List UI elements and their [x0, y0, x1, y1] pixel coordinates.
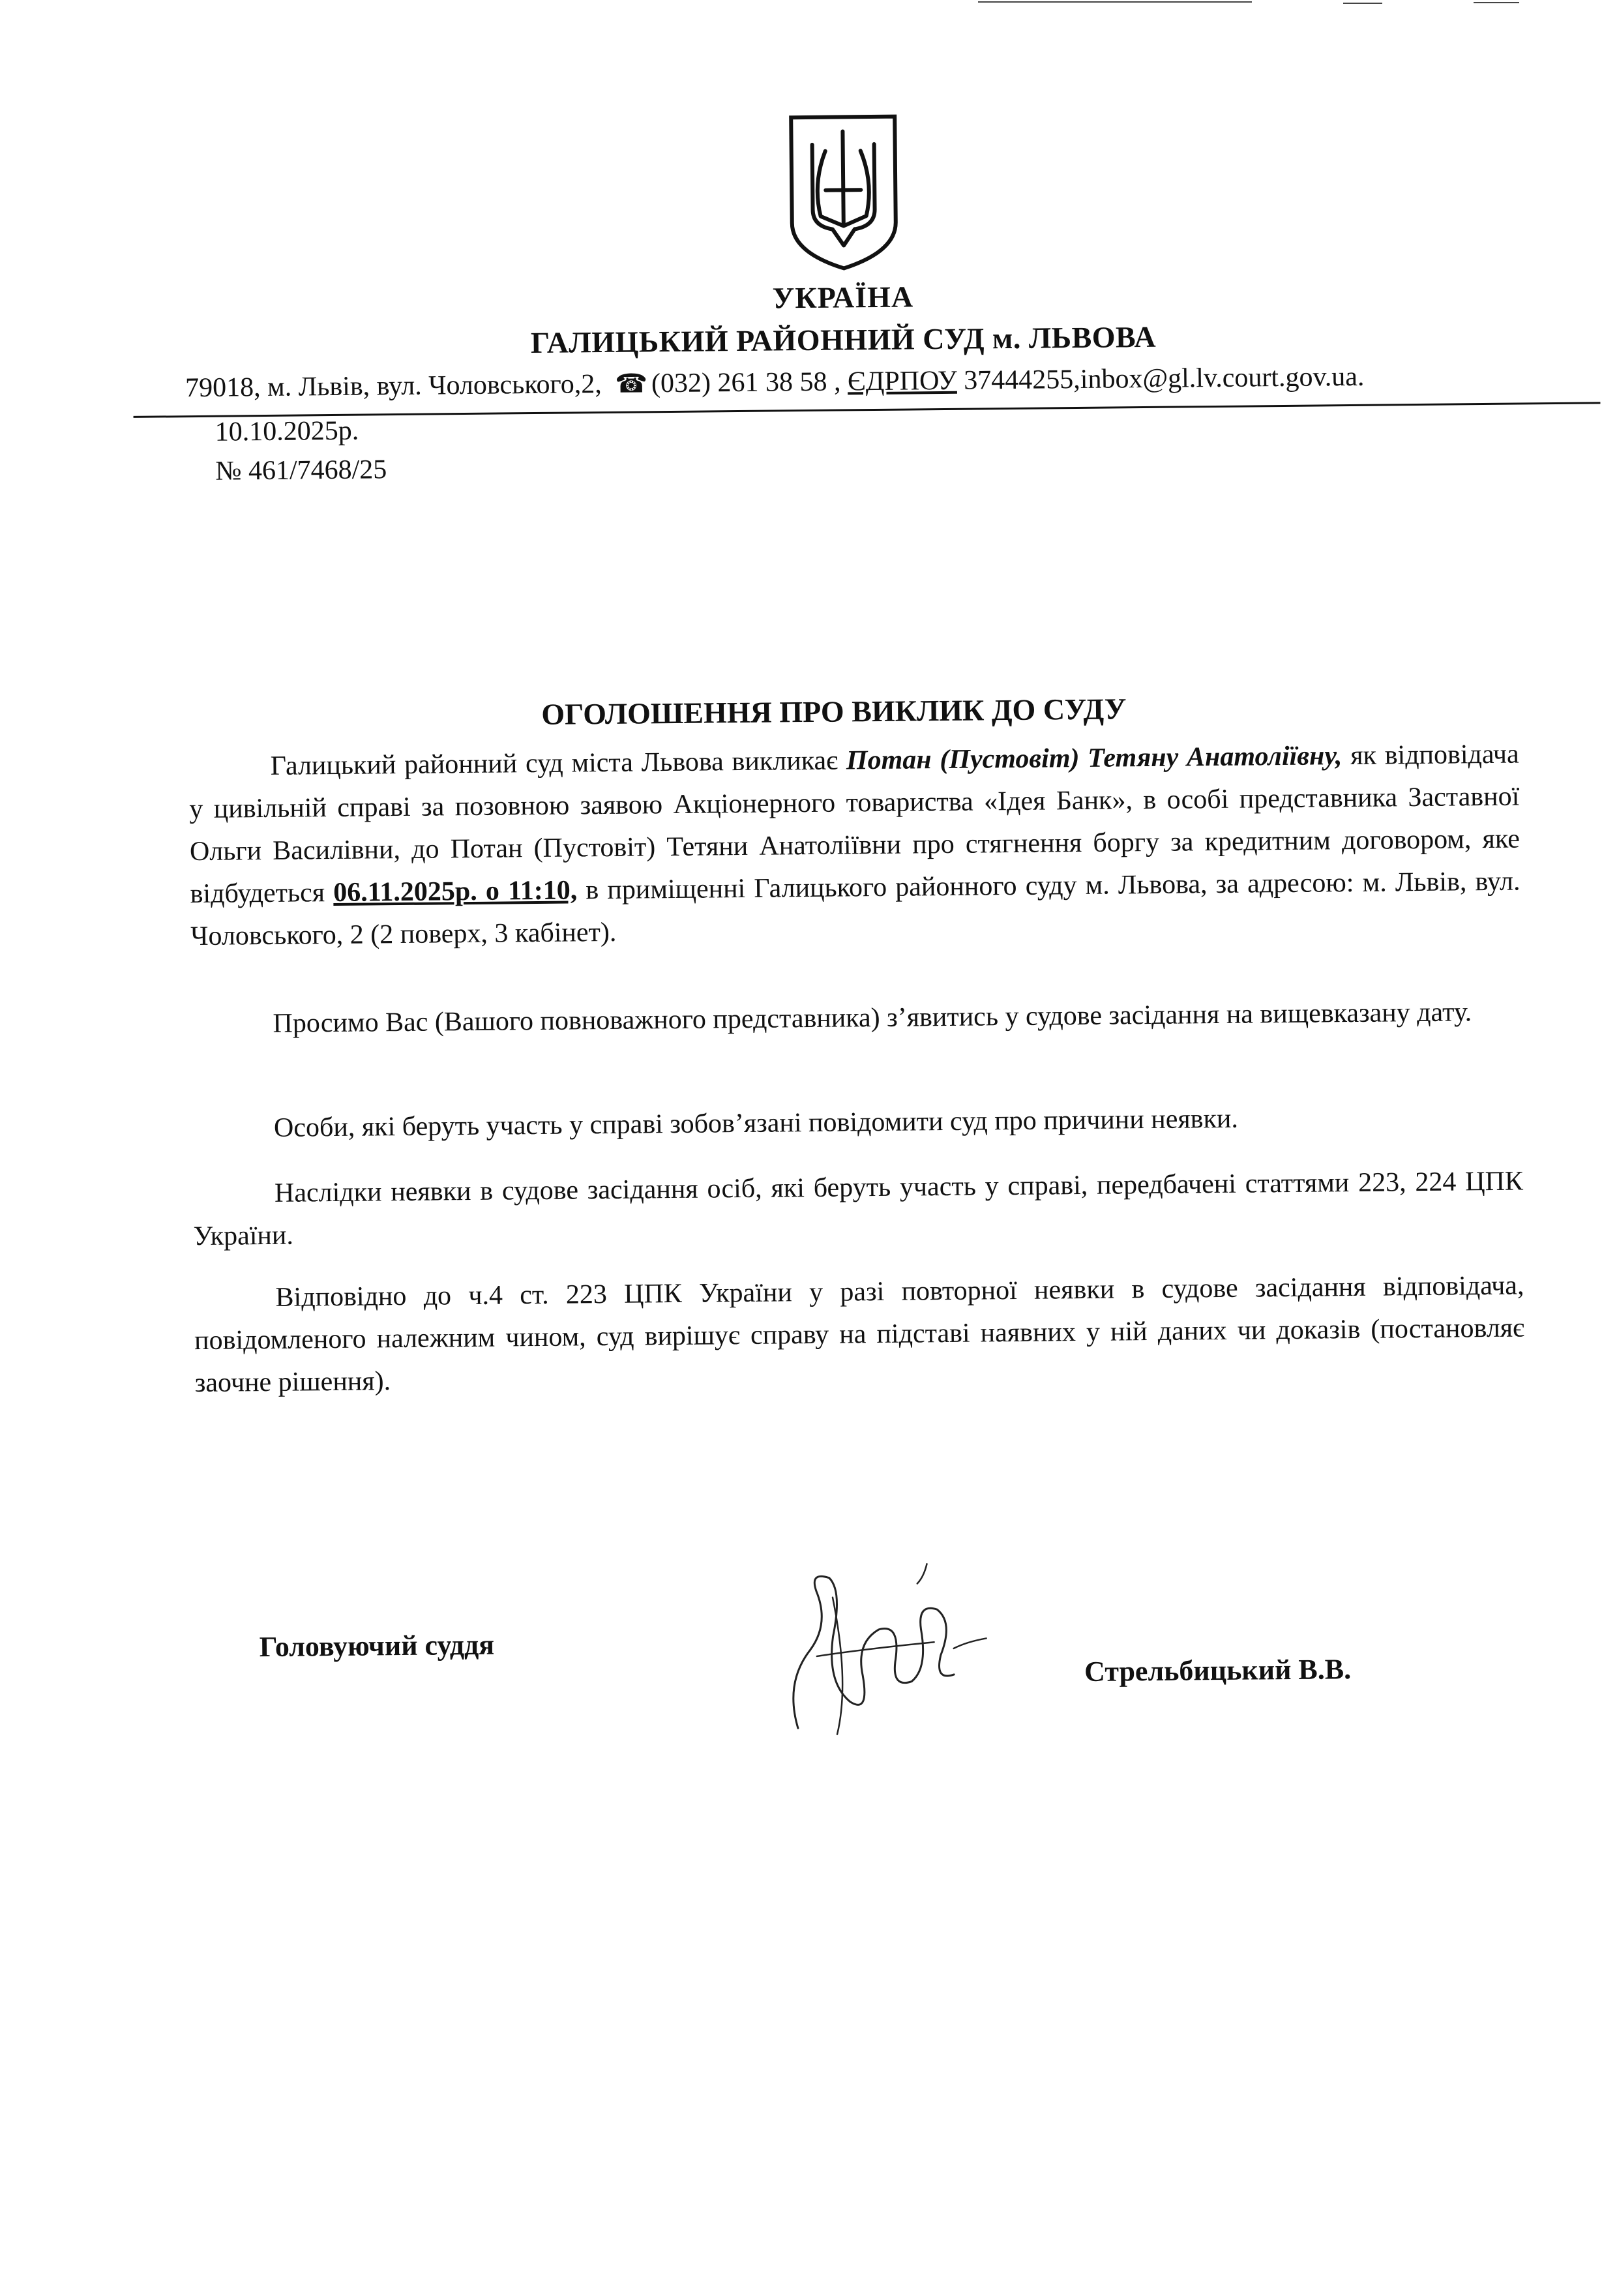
paragraph-default-judgment: Відповідно до ч.4 ст. 223 ЦПК України у разі повторної неявки в судове засідання відповідача, повідомленого належним чином, суд вирішує справу на підставі наявних у ній даних чи доказів (постановляє заочне рішення).	[194, 1270, 1525, 1399]
court-address: 79018, м. Львів, вул. Чоловського,2,	[185, 369, 602, 404]
document-title: ОГОЛОШЕННЯ ПРО ВИКЛИК ДО СУДУ	[541, 692, 1127, 731]
edrpou-label: ЄДРПОУ	[847, 365, 958, 397]
document-date: 10.10.2025р.	[215, 415, 359, 447]
trident-emblem-icon	[786, 112, 901, 273]
hearing-datetime: 06.11.2025р. о 11:10,	[333, 875, 578, 908]
country-heading: УКРАЇНА	[772, 280, 914, 315]
paragraph-text: Галицький районний суд міста Львова викликає	[270, 745, 847, 781]
paragraph-text: в приміщенні Галицького районного суду м. Львова, за адресою: м. Львів, вул. Чоловського, 2 (2 поверх, 3 кабінет).	[190, 866, 1521, 952]
judge-role: Головуючий суддя	[259, 1628, 495, 1663]
registration-number: № 461/7468/25	[215, 455, 387, 486]
court-phone: (032) 261 38 58 ,	[651, 366, 841, 399]
paragraph-text: як відповідача у цивільній справі за позовною заявою Акціонерного товариства «Ідея Банк», в особі представника Заставної Ольги Василівни, до Потан (Пустовіт) Тетяни Анатоліївни про стягнення боргу за кредитним договором, яке відбудеться	[189, 739, 1521, 910]
paragraph-request: Просимо Вас (Вашого повноважного представника) з’явитись у судове засідання на вищевказану дату.	[273, 997, 1472, 1039]
court-contacts	[185, 361, 1365, 404]
paragraph-obligation: Особи, які беруть участь у справі зобов’язані повідомити суд про причини неявки.	[273, 1103, 1239, 1143]
defendant-name: Потан (Пустовіт) Тетяну Анатоліївну,	[846, 741, 1343, 776]
judge-name: Стрельбицький В.В.	[1084, 1653, 1352, 1688]
paragraph-summons	[188, 734, 1521, 959]
handwritten-signature	[770, 1550, 994, 1748]
telephone-icon: ☎	[614, 368, 648, 398]
paragraph-consequences: Наслідки неявки в судове засідання осіб, які беруть участь у справі, передбачені статтями 223, 224 ЦПК України.	[193, 1166, 1524, 1252]
court-heading: ГАЛИЦЬКИЙ РАЙОННИЙ СУД м. ЛЬВОВА	[530, 320, 1157, 360]
edrpou-and-email: 37444255,inbox@gl.lv.court.gov.ua.	[964, 361, 1365, 396]
